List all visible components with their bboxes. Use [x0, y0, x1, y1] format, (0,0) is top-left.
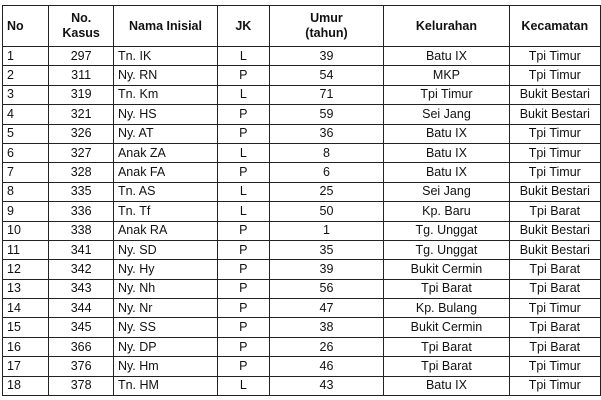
- cell-kelurahan: MKP: [384, 66, 509, 85]
- cell-umur: 1: [269, 221, 384, 240]
- cell-kecamatan: Tpi Barat: [509, 202, 600, 221]
- cell-kasus: 336: [49, 202, 114, 221]
- header-umur: Umur (tahun): [269, 6, 384, 47]
- cell-no: 12: [3, 260, 49, 279]
- cell-kelurahan: Tpi Barat: [384, 279, 509, 298]
- cell-kecamatan: Tpi Barat: [509, 279, 600, 298]
- cell-umur: 47: [269, 299, 384, 318]
- cell-jk: P: [218, 240, 270, 259]
- cell-kasus: 378: [49, 376, 114, 395]
- cell-jk: P: [218, 279, 270, 298]
- cell-kelurahan: Tg. Unggat: [384, 240, 509, 259]
- cell-nama: Ny. HS: [113, 105, 217, 124]
- header-no: No: [3, 6, 49, 47]
- cell-jk: L: [218, 85, 270, 104]
- cell-nama: Ny. Nr: [113, 299, 217, 318]
- cell-kasus: 311: [49, 66, 114, 85]
- cell-jk: P: [218, 357, 270, 376]
- cell-nama: Ny. Hm: [113, 357, 217, 376]
- cell-no: 14: [3, 299, 49, 318]
- cell-no: 2: [3, 66, 49, 85]
- cell-kelurahan: Bukit Cermin: [384, 318, 509, 337]
- table-row: [3, 143, 601, 162]
- table-row: [3, 260, 601, 279]
- cell-kecamatan: Bukit Bestari: [509, 240, 600, 259]
- cell-nama: Ny. SS: [113, 318, 217, 337]
- cell-jk: L: [218, 47, 270, 66]
- cell-kasus: 376: [49, 357, 114, 376]
- cell-jk: P: [218, 318, 270, 337]
- cell-kasus: 328: [49, 163, 114, 182]
- cell-umur: 46: [269, 357, 384, 376]
- cell-nama: Tn. HM: [113, 376, 217, 395]
- cell-kecamatan: Tpi Timur: [509, 124, 600, 143]
- cell-nama: Ny. AT: [113, 124, 217, 143]
- cell-kasus: 338: [49, 221, 114, 240]
- cell-kecamatan: Tpi Timur: [509, 66, 600, 85]
- cell-kelurahan: Tg. Unggat: [384, 221, 509, 240]
- cell-no: 15: [3, 318, 49, 337]
- cell-nama: Anak ZA: [113, 143, 217, 162]
- cell-kasus: 327: [49, 143, 114, 162]
- cell-umur: 25: [269, 182, 384, 201]
- cell-nama: Tn. Tf: [113, 202, 217, 221]
- cell-jk: P: [218, 105, 270, 124]
- cell-no: 18: [3, 376, 49, 395]
- cell-kecamatan: Bukit Bestari: [509, 182, 600, 201]
- cell-kecamatan: Tpi Barat: [509, 337, 600, 356]
- cell-kecamatan: Tpi Timur: [509, 143, 600, 162]
- cell-nama: Ny. SD: [113, 240, 217, 259]
- header-jk: JK: [218, 6, 270, 47]
- cell-kasus: 342: [49, 260, 114, 279]
- case-table: [2, 5, 601, 396]
- cell-no: 9: [3, 202, 49, 221]
- cell-no: 17: [3, 357, 49, 376]
- cell-jk: P: [218, 260, 270, 279]
- table-row: [3, 124, 601, 143]
- cell-nama: Tn. AS: [113, 182, 217, 201]
- cell-jk: L: [218, 202, 270, 221]
- cell-kelurahan: Tpi Barat: [384, 357, 509, 376]
- cell-jk: P: [218, 299, 270, 318]
- cell-umur: 6: [269, 163, 384, 182]
- table-header: [3, 6, 601, 47]
- cell-umur: 39: [269, 47, 384, 66]
- cell-umur: 59: [269, 105, 384, 124]
- cell-kasus: 297: [49, 47, 114, 66]
- cell-kasus: 335: [49, 182, 114, 201]
- cell-nama: Ny. Nh: [113, 279, 217, 298]
- table-row: [3, 299, 601, 318]
- cell-kecamatan: Tpi Timur: [509, 357, 600, 376]
- cell-jk: P: [218, 66, 270, 85]
- cell-nama: Tn. IK: [113, 47, 217, 66]
- table-row: [3, 163, 601, 182]
- cell-umur: 54: [269, 66, 384, 85]
- cell-kasus: 341: [49, 240, 114, 259]
- cell-umur: 56: [269, 279, 384, 298]
- cell-kasus: 343: [49, 279, 114, 298]
- cell-nama: Ny. Hy: [113, 260, 217, 279]
- case-table-container: [2, 5, 601, 396]
- cell-kelurahan: Batu IX: [384, 163, 509, 182]
- cell-nama: Anak RA: [113, 221, 217, 240]
- table-row: [3, 318, 601, 337]
- cell-kelurahan: Batu IX: [384, 143, 509, 162]
- table-row: [3, 376, 601, 395]
- cell-umur: 35: [269, 240, 384, 259]
- cell-nama: Tn. Km: [113, 85, 217, 104]
- table-row: [3, 105, 601, 124]
- header-nama: Nama Inisial: [113, 6, 217, 47]
- cell-kecamatan: Tpi Timur: [509, 47, 600, 66]
- cell-jk: P: [218, 337, 270, 356]
- cell-umur: 50: [269, 202, 384, 221]
- header-kasus: No. Kasus: [49, 6, 114, 47]
- cell-umur: 26: [269, 337, 384, 356]
- table-row: [3, 202, 601, 221]
- table-row: [3, 357, 601, 376]
- cell-kelurahan: Batu IX: [384, 47, 509, 66]
- cell-kasus: 319: [49, 85, 114, 104]
- cell-kelurahan: Bukit Cermin: [384, 260, 509, 279]
- cell-no: 11: [3, 240, 49, 259]
- cell-umur: 36: [269, 124, 384, 143]
- cell-kecamatan: Bukit Bestari: [509, 105, 600, 124]
- cell-jk: L: [218, 376, 270, 395]
- table-row: [3, 85, 601, 104]
- cell-kasus: 344: [49, 299, 114, 318]
- cell-jk: P: [218, 124, 270, 143]
- cell-kecamatan: Tpi Timur: [509, 163, 600, 182]
- cell-umur: 38: [269, 318, 384, 337]
- cell-kecamatan: Bukit Bestari: [509, 221, 600, 240]
- cell-kelurahan: Kp. Baru: [384, 202, 509, 221]
- table-row: [3, 279, 601, 298]
- cell-kelurahan: Kp. Bulang: [384, 299, 509, 318]
- cell-no: 3: [3, 85, 49, 104]
- header-kecamatan: Kecamatan: [509, 6, 600, 47]
- table-row: [3, 182, 601, 201]
- cell-jk: P: [218, 221, 270, 240]
- cell-kasus: 345: [49, 318, 114, 337]
- cell-kasus: 326: [49, 124, 114, 143]
- cell-no: 8: [3, 182, 49, 201]
- cell-kecamatan: Tpi Barat: [509, 318, 600, 337]
- table-body: [3, 47, 601, 396]
- table-row: [3, 240, 601, 259]
- cell-no: 4: [3, 105, 49, 124]
- cell-umur: 39: [269, 260, 384, 279]
- cell-nama: Anak FA: [113, 163, 217, 182]
- cell-kasus: 366: [49, 337, 114, 356]
- cell-umur: 8: [269, 143, 384, 162]
- cell-umur: 71: [269, 85, 384, 104]
- cell-kecamatan: Tpi Barat: [509, 260, 600, 279]
- cell-no: 7: [3, 163, 49, 182]
- cell-kelurahan: Tpi Timur: [384, 85, 509, 104]
- cell-nama: Ny. DP: [113, 337, 217, 356]
- table-row: [3, 221, 601, 240]
- table-row: [3, 47, 601, 66]
- cell-kelurahan: Sei Jang: [384, 182, 509, 201]
- cell-jk: L: [218, 143, 270, 162]
- cell-kelurahan: Batu IX: [384, 124, 509, 143]
- cell-no: 10: [3, 221, 49, 240]
- table-row: [3, 66, 601, 85]
- cell-no: 5: [3, 124, 49, 143]
- cell-kelurahan: Tpi Barat: [384, 337, 509, 356]
- cell-kelurahan: Sei Jang: [384, 105, 509, 124]
- cell-no: 13: [3, 279, 49, 298]
- table-row: [3, 337, 601, 356]
- cell-nama: Ny. RN: [113, 66, 217, 85]
- cell-umur: 43: [269, 376, 384, 395]
- cell-kecamatan: Tpi Timur: [509, 299, 600, 318]
- cell-no: 6: [3, 143, 49, 162]
- cell-kecamatan: Tpi Timur: [509, 376, 600, 395]
- header-row: [3, 6, 601, 47]
- cell-jk: L: [218, 182, 270, 201]
- cell-no: 16: [3, 337, 49, 356]
- header-kelurahan: Kelurahan: [384, 6, 509, 47]
- cell-kecamatan: Bukit Bestari: [509, 85, 600, 104]
- cell-kelurahan: Batu IX: [384, 376, 509, 395]
- cell-no: 1: [3, 47, 49, 66]
- cell-kasus: 321: [49, 105, 114, 124]
- cell-jk: P: [218, 163, 270, 182]
